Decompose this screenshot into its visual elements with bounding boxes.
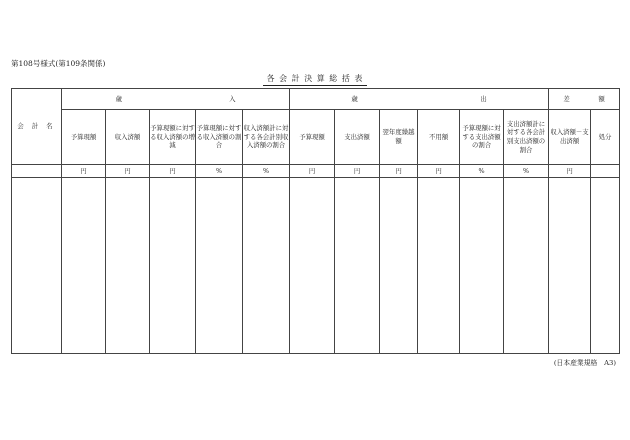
body-cell[interactable] [106,178,150,354]
col-difference-amount: 収入済額－支出済額 [549,110,591,165]
body-cell[interactable] [62,178,106,354]
title-text: 各 会 計 決 算 総 括 表 [263,73,368,86]
body-cell[interactable] [418,178,460,354]
body-cell[interactable] [549,178,591,354]
expenditure-group-header [290,89,549,110]
col-expenditure-budget: 予算現額 [290,110,335,165]
account-name-header: 会 計 名 [12,89,62,165]
body-cell[interactable] [150,178,196,354]
unit-cell: 円 [335,165,380,178]
settlement-summary-table [11,88,620,354]
table-body-row [12,178,620,354]
difference-label-right: 額 [598,94,605,103]
unit-cell: 円 [62,165,106,178]
col-revenue-budget: 予算現額 [62,110,106,165]
body-cell[interactable] [335,178,380,354]
col-expenditure-ratio: 予算現額に対する支出済額の割合 [460,110,504,165]
body-cell[interactable] [12,178,62,354]
unit-cell: 円 [549,165,591,178]
col-revenue-received: 収入済額 [106,110,150,165]
unit-cell: 円 [150,165,196,178]
unit-cell: 円 [106,165,150,178]
revenue-label-right: 入 [229,94,236,103]
body-cell[interactable] [380,178,418,354]
unit-cell: % [243,165,290,178]
body-cell[interactable] [591,178,620,354]
col-expenditure-share: 支出済額計に対する各会計別支出済額の割合 [504,110,549,165]
revenue-group-header [62,89,290,110]
col-expenditure-unused: 不用額 [418,110,460,165]
body-cell[interactable] [290,178,335,354]
unit-cell: 円 [380,165,418,178]
col-difference-disposal: 処分 [591,110,620,165]
difference-group-header [549,89,620,110]
account-name-cell [12,165,62,178]
revenue-label-left: 歳 [115,94,122,103]
col-expenditure-carryover: 翌年度繰越額 [380,110,418,165]
col-revenue-change: 予算現額に対する収入済額の増減 [150,110,196,165]
col-revenue-share: 収入済額計に対する各会計別収入済額の割合 [243,110,290,165]
body-cell[interactable] [196,178,243,354]
col-expenditure-paid: 支出済額 [335,110,380,165]
body-cell[interactable] [243,178,290,354]
unit-cell [591,165,620,178]
unit-cell: % [196,165,243,178]
unit-cell: % [460,165,504,178]
body-cell[interactable] [460,178,504,354]
body-cell[interactable] [504,178,549,354]
expenditure-label-left: 歳 [351,94,358,103]
form-number: 第108号様式(第109条関係) [11,59,106,68]
unit-cell: 円 [290,165,335,178]
document-title [0,73,630,86]
unit-cell: 円 [418,165,460,178]
paper-size-note: (日本産業規格 A3) [553,359,616,367]
expenditure-label-right: 出 [480,94,487,103]
col-revenue-ratio: 予算現額に対する収入済額の割合 [196,110,243,165]
unit-cell: % [504,165,549,178]
difference-label-left: 差 [563,94,570,103]
